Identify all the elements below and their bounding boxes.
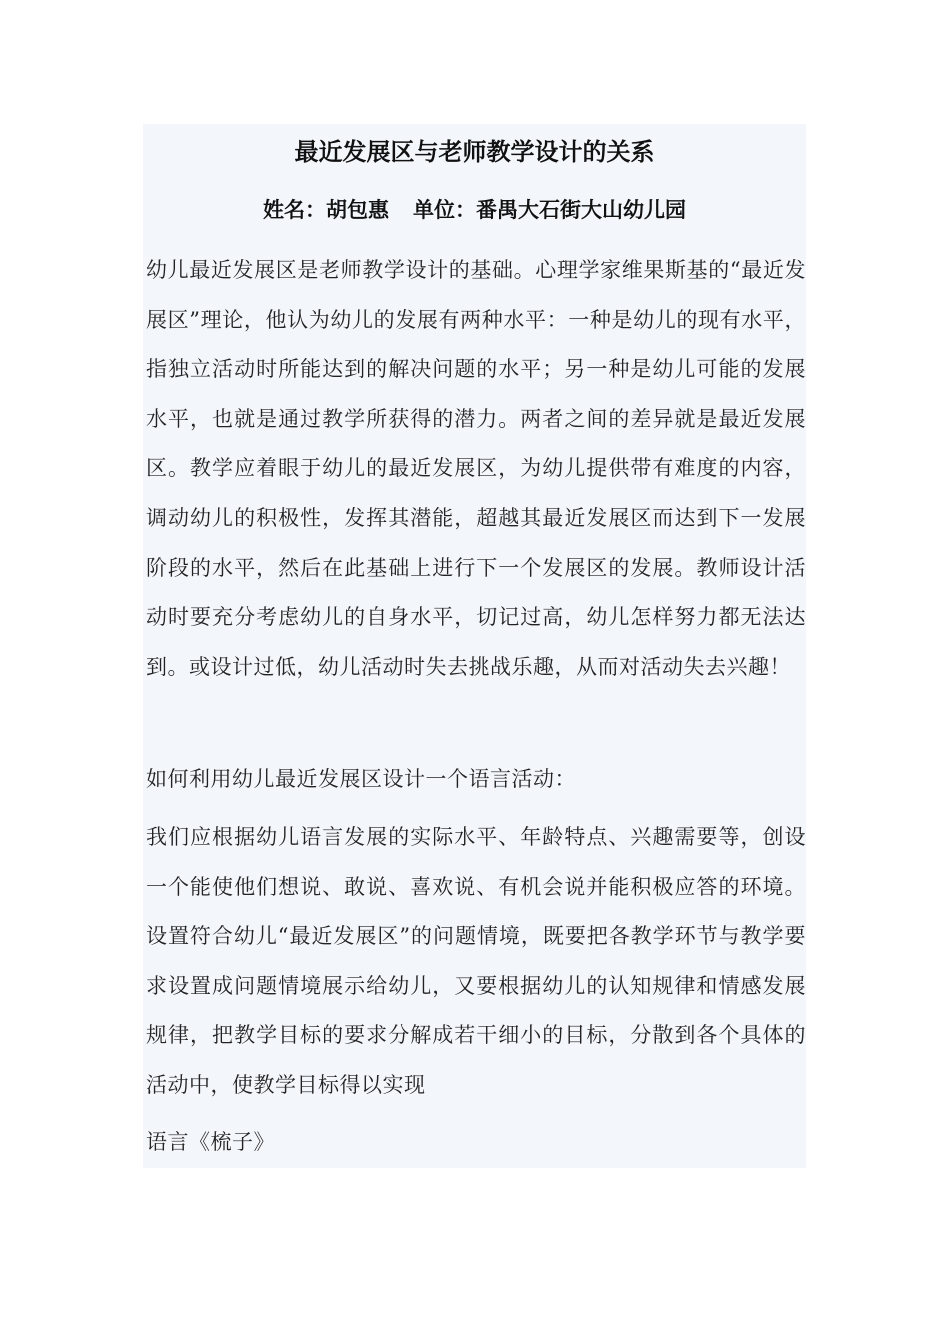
document-text-block [143,124,806,1168]
author-line [143,194,806,226]
document-title: 最近发展区与老师教学设计的关系 [294,138,655,166]
activity-title: 语言《梳子》 [146,1130,275,1154]
author-name: 姓名：胡包惠 [263,198,389,222]
section-heading: 如何利用幼儿最近发展区设计一个语言活动： [146,767,576,791]
body-paragraph: 我们应根据幼儿语言发展的实际水平、年龄特点、兴趣需要等，创设一个能使他们想说、敢说、喜欢说、有机会说并能积极应答的环境。设置符合幼儿“最近发展区”的问题情境，既要把各教学环节与教学要求设置成问题情境展示给幼儿，又要根据幼儿的认知规律和情感发展规律，把教学目标的要求分解成若干细小的目标，分散到各个具体的活动中，使教学目标得以实现 [146,825,806,1097]
author-unit: 单位：番禺大石街大山幼儿园 [413,198,686,222]
body-paragraph: 幼儿最近发展区是老师教学设计的基础。心理学家维果斯基的“最近发展区”理论，他认为幼儿的发展有两种水平：一种是幼儿的现有水平，指独立活动时所能达到的解决问题的水平；另一种是幼儿可能的发展水平，也就是通过教学所获得的潜力。两者之间的差异就是最近发展区。教学应着眼于幼儿的最近发展区，为幼儿提供带有难度的内容，调动幼儿的积极性，发挥其潜能，超越其最近发展区而达到下一发展阶段的水平，然后在此基础上进行下一个发展区的发展。教师设计活动时要充分考虑幼儿的自身水平，切记过高，幼儿怎样努力都无法达到。或设计过低，幼儿活动时失去挑战乐趣，从而对活动失去兴趣！ [146,258,806,679]
